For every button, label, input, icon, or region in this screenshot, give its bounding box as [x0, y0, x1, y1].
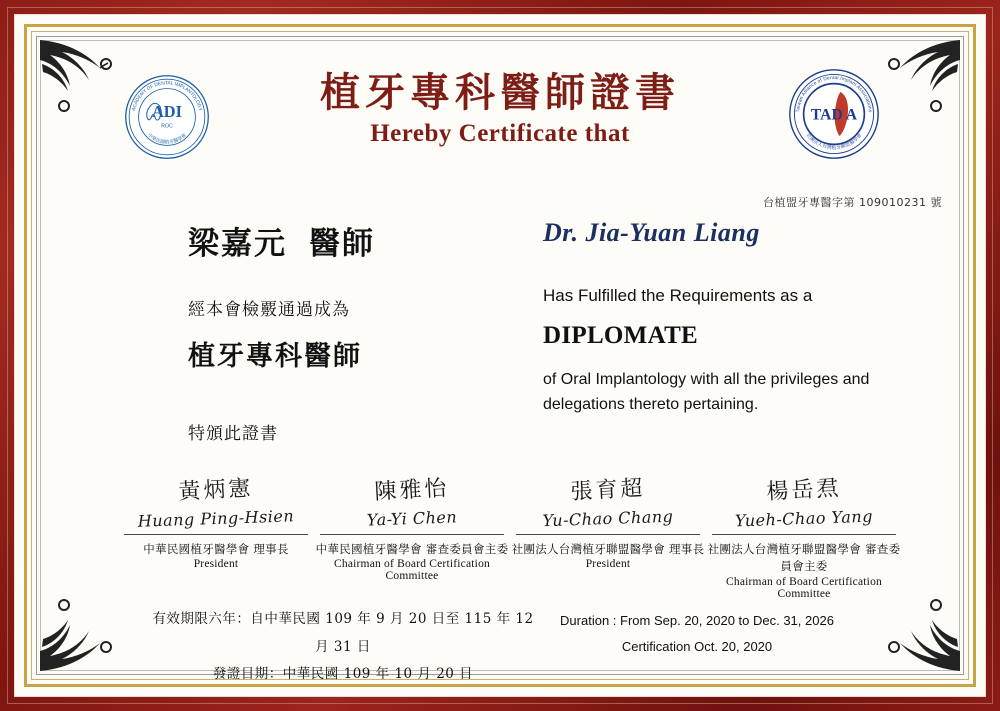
signature-handwritten-cn: 楊岳焄: [765, 476, 843, 505]
signature-handwritten-en: Huang Ping-Hsien: [137, 506, 295, 531]
validity-en: Duration : From Sep. 20, 2020 to Dec. 31, 2026: [560, 613, 834, 628]
footer-english: [532, 608, 862, 660]
signature-block: [118, 476, 314, 600]
signature-handwritten-en: Ya-Yi Chen: [366, 507, 458, 530]
signature-handwritten-en: Yueh-Chao Yang: [734, 506, 874, 531]
certificate-paper: [14, 14, 986, 697]
certificate-footer: [48, 606, 952, 683]
signature-role: Chairman of Board Certification Committee: [334, 558, 490, 583]
specialty-cn: 植牙專科醫師: [188, 341, 362, 372]
tadia-logo-icon: [788, 68, 880, 160]
signature-row: [118, 476, 902, 600]
recipient-name-cn-text: 梁嘉元: [188, 226, 287, 262]
signature-role: President: [585, 558, 631, 571]
certificate-header: [48, 46, 952, 209]
svg-text:社團法人台灣植牙聯盟醫學會: 社團法人台灣植牙聯盟醫學會: [804, 133, 864, 151]
svg-text:TAD A: TAD A: [810, 106, 858, 124]
signature-organization: 社團法人台灣植牙聯盟醫學會 審查委員會主委: [707, 542, 901, 574]
validity-cn: 有效期限六年：自中華民國 109 年 9 月 20 日至 115 年 12 月 31 日: [152, 611, 534, 655]
issue-date-en: Certification Oct. 20, 2020: [621, 639, 773, 654]
certificate-content: [48, 46, 952, 683]
signature-organization: 社團法人台灣植牙聯盟醫學會 理事長: [511, 542, 705, 556]
svg-text:ROC: ROC: [161, 123, 173, 130]
chinese-column: [188, 218, 528, 444]
signature-handwritten-cn: 張育超: [569, 476, 647, 505]
diplomate-description-en: of Oral Implantology with all the privileges and delegations thereto pertaining.: [543, 371, 870, 413]
svg-text:中華民國植牙醫學會: 中華民國植牙醫學會: [146, 133, 188, 146]
certificate-number: 台植盟牙專醫字第 109010231 號: [763, 196, 942, 209]
issue-line-cn: 特頒此證書: [188, 424, 278, 444]
signature-organization: 中華民國植牙醫學會 審查委員會主委: [315, 542, 509, 556]
english-column: [543, 218, 923, 418]
qualification-line-en: Has Fulfilled the Requirements as a: [543, 286, 813, 305]
certificate-title-en-text: Hereby Certificate that: [370, 120, 630, 147]
signature-block: [706, 476, 902, 600]
issue-date-cn: 發證日期：中華民國 109 年 10 月 20 日: [212, 666, 474, 683]
recipient-name-cn: [188, 218, 528, 263]
certificate-body: [48, 218, 952, 468]
footer-chinese: [148, 606, 538, 689]
recipient-name-en: Dr. Jia-Yuan Liang: [543, 218, 760, 247]
recipient-title-cn: 醫師: [309, 226, 375, 262]
certificate-title-cn: 植牙專科醫師證書: [320, 69, 680, 116]
svg-text:ADI: ADI: [152, 102, 182, 121]
signature-role: Chairman of Board Certification Committee: [726, 575, 882, 600]
signature-role: President: [193, 558, 239, 571]
qualification-line-cn: 經本會檢覈通過成為: [188, 300, 350, 320]
diplomate-title-en: DIPLOMATE: [543, 322, 699, 349]
signature-organization: 中華民國植牙醫學會 理事長: [143, 542, 289, 556]
signature-block: [510, 476, 706, 600]
svg-text:ACADEMY OF DENTAL IMPLANTOLOGY: ACADEMY OF DENTAL IMPLANTOLOGY: [131, 81, 203, 112]
signature-block: [314, 476, 510, 600]
signature-handwritten-cn: 黃炳憲: [177, 476, 255, 505]
svg-text:Taiwan Alliance of Dental Impl: Taiwan Alliance of Dental Implant Associations: [796, 76, 872, 113]
signature-handwritten-en: Yu-Chao Chang: [542, 506, 674, 531]
signature-handwritten-cn: 陳雅怡: [373, 476, 451, 505]
